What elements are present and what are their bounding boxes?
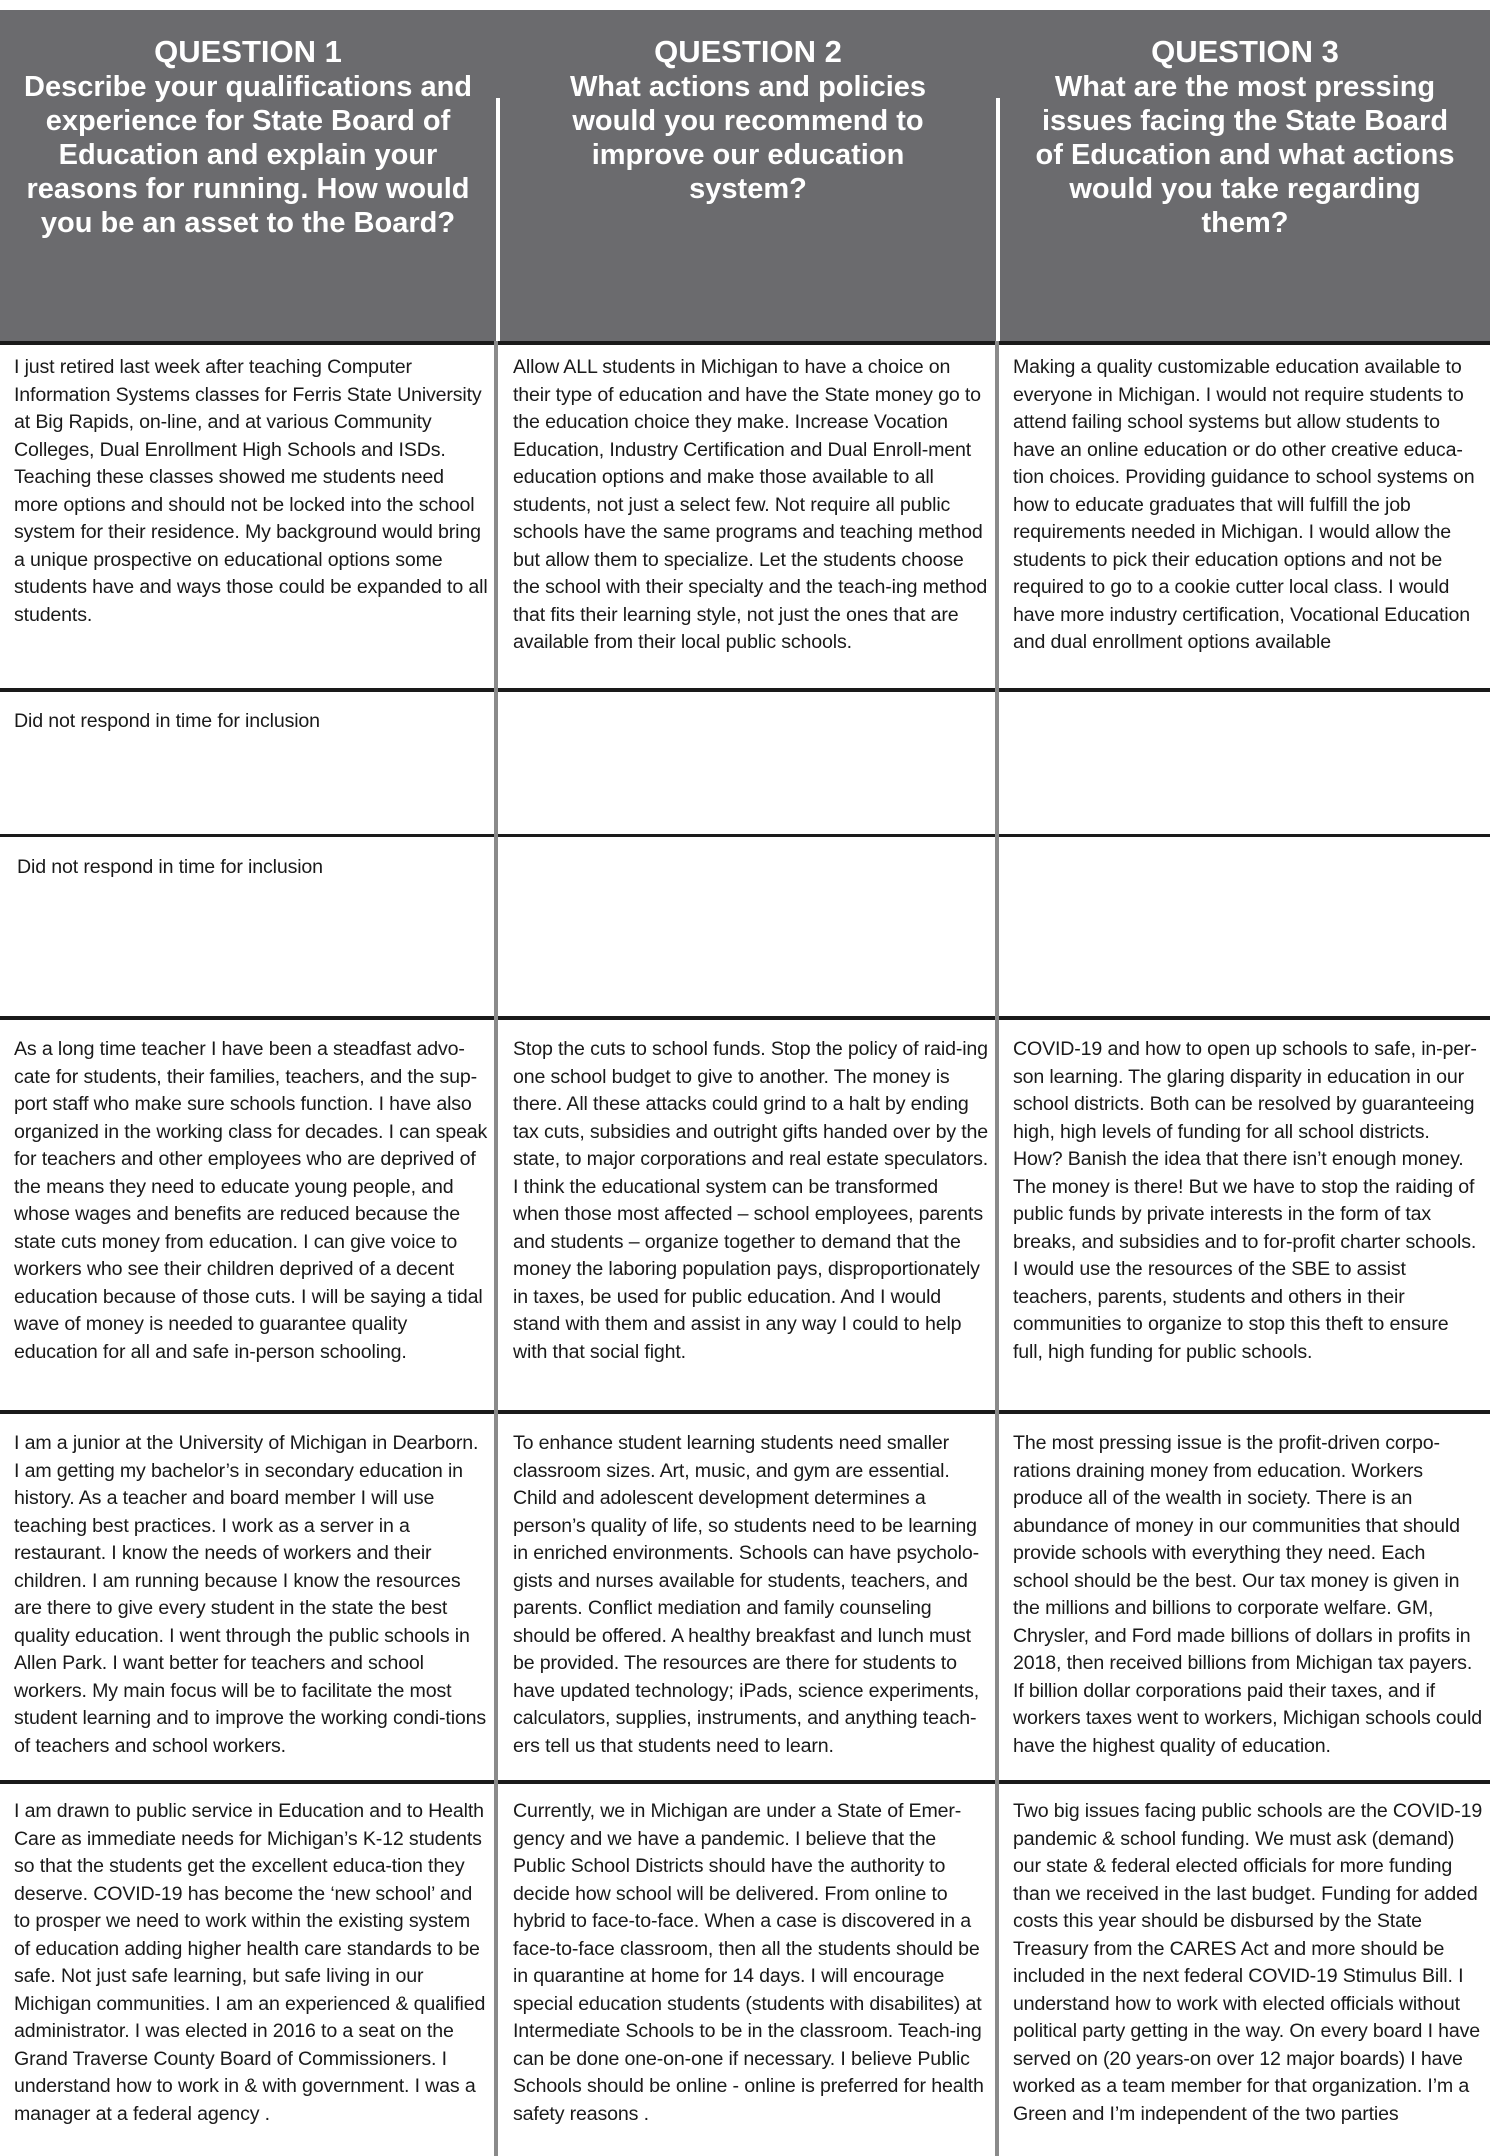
question-3-header bbox=[1000, 10, 1490, 342]
question-1-text: Describe your qualifications and experience for State Board of Education and explain your reasons for running. How would you be an asset to the Board? bbox=[24, 71, 472, 239]
column-divider bbox=[995, 341, 999, 2156]
row-separator bbox=[0, 341, 1490, 345]
question-3-text: What are the most pressing issues facing the State Board of Education and what actions would you take regarding them? bbox=[1035, 71, 1455, 239]
row-1-answer-2: Allow ALL students in Michigan to have a choice on their type of education and have the State money go to the education choice they make. Increase Vocation Education, Industry Certification and Dual Enroll-ment education options and make those available to all students, not just a select few. Not require all public schools have the same programs and teaching method but allow them to specialize. Let the students choose the school with their specialty and the teach-ing method that fits their learning style, not just the ones that are available from their local public schools. bbox=[513, 356, 988, 653]
question-2-text: What actions and policies would you recommend to improve our education system? bbox=[569, 71, 927, 205]
header-divider bbox=[996, 98, 1000, 342]
row-separator bbox=[0, 1016, 1490, 1020]
row-4-answer-1: As a long time teacher I have been a steadfast advo-cate for students, their families, teachers, and the sup-port staff who make sure schools function. I have also organized in the working class for decades. I can speak for teachers and other employees who are deprived of the means they need to educate young people, and whose wages and benefits are reduced because the state cuts money from education. I can give voice to workers who see their children deprived of a decent education because of those cuts. I will be saying a tidal wave of money is needed to guarantee quality education for all and safe in-person schooling. bbox=[14, 1038, 488, 1363]
row-1-answer-3: Making a quality customizable education available to everyone in Michigan. I would not require students to attend failing school systems but allow students to have an online education or do other creative educa-tion choices. Providing guidance to school systems on how to educate graduates that will fulfill the job requirements needed in Michigan. I would allow the students to pick their education options and not be required to go to a cookie cutter local class. I would have more industry certification, Vocational Education and dual enrollment options available bbox=[1013, 356, 1475, 653]
question-1-label: QUESTION 1 bbox=[154, 34, 342, 69]
row-separator bbox=[0, 834, 1490, 837]
question-2-header bbox=[500, 10, 996, 342]
row-2-answer-1: Did not respond in time for inclusion bbox=[14, 710, 320, 732]
row-1-answer-1: I just retired last week after teaching Computer Information Systems classes for Ferris State University at Big Rapids, on-line, and at various Community Colleges, Dual Enrollment High Schools and ISDs. Teaching these classes showed me students need more options and should not be locked into the school system for their residence. My background would bring a unique prospective on educational options some students have and ways those could be expanded to all students. bbox=[14, 356, 488, 626]
row-5-answer-2: To enhance student learning students need smaller classroom sizes. Art, music, and gym are essential. Child and adolescent development determines a person’s quality of life, so students need to be learning in enriched environments. Schools can have psycholo-gists and nurses available for students, teachers, and parents. Conflict mediation and family counseling should be offered. A healthy breakfast and lunch must be provided. The resources are there for students to have updated technology; iPads, science experiments, calculators, supplies, instruments, and anything teach-ers tell us that students need to learn. bbox=[513, 1432, 980, 1757]
row-separator bbox=[0, 688, 1490, 692]
question-header-bar bbox=[0, 10, 1490, 342]
row-4-answer-3: COVID-19 and how to open up schools to safe, in-per-son learning. The glaring disparity in education in our school districts. Both can be resolved by guaranteeing high, high levels of funding for all school districts. How? Banish the idea that there isn’t enough money. The money is there! But we have to stop the raiding of public funds by private interests in the form of tax breaks, and subsidies and to for-profit charter schools. I would use the resources of the SBE to assist teachers, parents, students and others in their communities to organize to stop this theft to ensure full, high funding for public schools. bbox=[1013, 1038, 1477, 1363]
row-separator bbox=[0, 1410, 1490, 1414]
row-separator bbox=[0, 1780, 1490, 1784]
row-6-answer-2: Currently, we in Michigan are under a State of Emer-gency and we have a pandemic. I believe that the Public School Districts should have the authority to decide how school will be delivered. From online to hybrid to face-to-face. When a case is discovered in a face-to-face classroom, then all the students should be in quarantine at home for 14 days. I will encourage special education students (students with disabilites) at Intermediate Schools to be in the classroom. Teach-ing can be done one-on-one if necessary. I believe Public Schools should be online - online is preferred for health safety reasons . bbox=[513, 1800, 984, 2125]
row-6-answer-1: I am drawn to public service in Education and to Health Care as immediate needs for Michigan’s K-12 students so that the students get the excellent educa-tion they deserve. COVID-19 has become the ‘new school’ and to prosper we need to work within the existing system of education adding higher health care standards to be safe. Not just safe learning, but safe living in our Michigan communities. I am an experienced & qualified administrator. I was elected in 2016 to a seat on the Grand Traverse County Board of Commissioners. I understand how to work in & with government. I was a manager at a federal agency . bbox=[14, 1800, 486, 2125]
row-4-answer-2: Stop the cuts to school funds. Stop the policy of raid-ing one school budget to give to another. The money is there. All these attacks could grind to a halt by ending tax cuts, subsidies and outright gifts handed over by the state, to major corporations and real estate speculators. I think the educational system can be transformed when those most affected – school employees, parents and students – organize together to demand that the money the laboring population pays, disproportionately in taxes, be used for public education. And I would stand with them and assist in any way I could to help with that social fight. bbox=[513, 1038, 989, 1363]
row-6-answer-3: Two big issues facing public schools are the COVID-19 pandemic & school funding. We must ask (demand) our state & federal elected officials for more funding than we received in the last budget. Funding for added costs this year should be disbursed by the State Treasury from the CARES Act and more should be included in the next federal COVID-19 Stimulus Bill. I understand how to work with elected officials without political party getting in the way. On every board I have served on (20 years-on over 12 major boards) I have worked as a team member for that organization. I’m a Green and I’m independent of the two parties bbox=[1013, 1800, 1483, 2125]
row-3-answer-1: Did not respond in time for inclusion bbox=[17, 856, 323, 878]
row-5-answer-1: I am a junior at the University of Michigan in Dearborn. I am getting my bachelor’s in secondary education in history. As a teacher and board member I will use teaching best practices. I work as a server in a restaurant. I know the needs of workers and their children. I am running because I know the resources are there to give every student in the state the best quality education. I went through the public schools in Allen Park. I want better for teachers and school workers. My main focus will be to facilitate the most student learning and to improve the working condi-tions of teachers and school workers. bbox=[14, 1432, 487, 1757]
question-2-label: QUESTION 2 bbox=[654, 34, 842, 69]
question-1-header bbox=[0, 10, 496, 342]
row-5-answer-3: The most pressing issue is the profit-driven corpo-rations draining money from education. Workers produce all of the wealth in society. There is an abundance of money in our communities that should provide schools with everything they need. Each school should be the best. Our tax money is given in the millions and billions to corporate welfare. GM, Chrysler, and Ford made billions of dollars in profits in 2018, then received billions from Michigan tax payers. If billion dollar corporations paid their taxes, and if workers taxes went to workers, Michigan schools could have the highest quality of education. bbox=[1013, 1432, 1483, 1757]
header-divider bbox=[496, 98, 500, 342]
column-divider bbox=[494, 341, 498, 2156]
question-3-label: QUESTION 3 bbox=[1151, 34, 1339, 69]
